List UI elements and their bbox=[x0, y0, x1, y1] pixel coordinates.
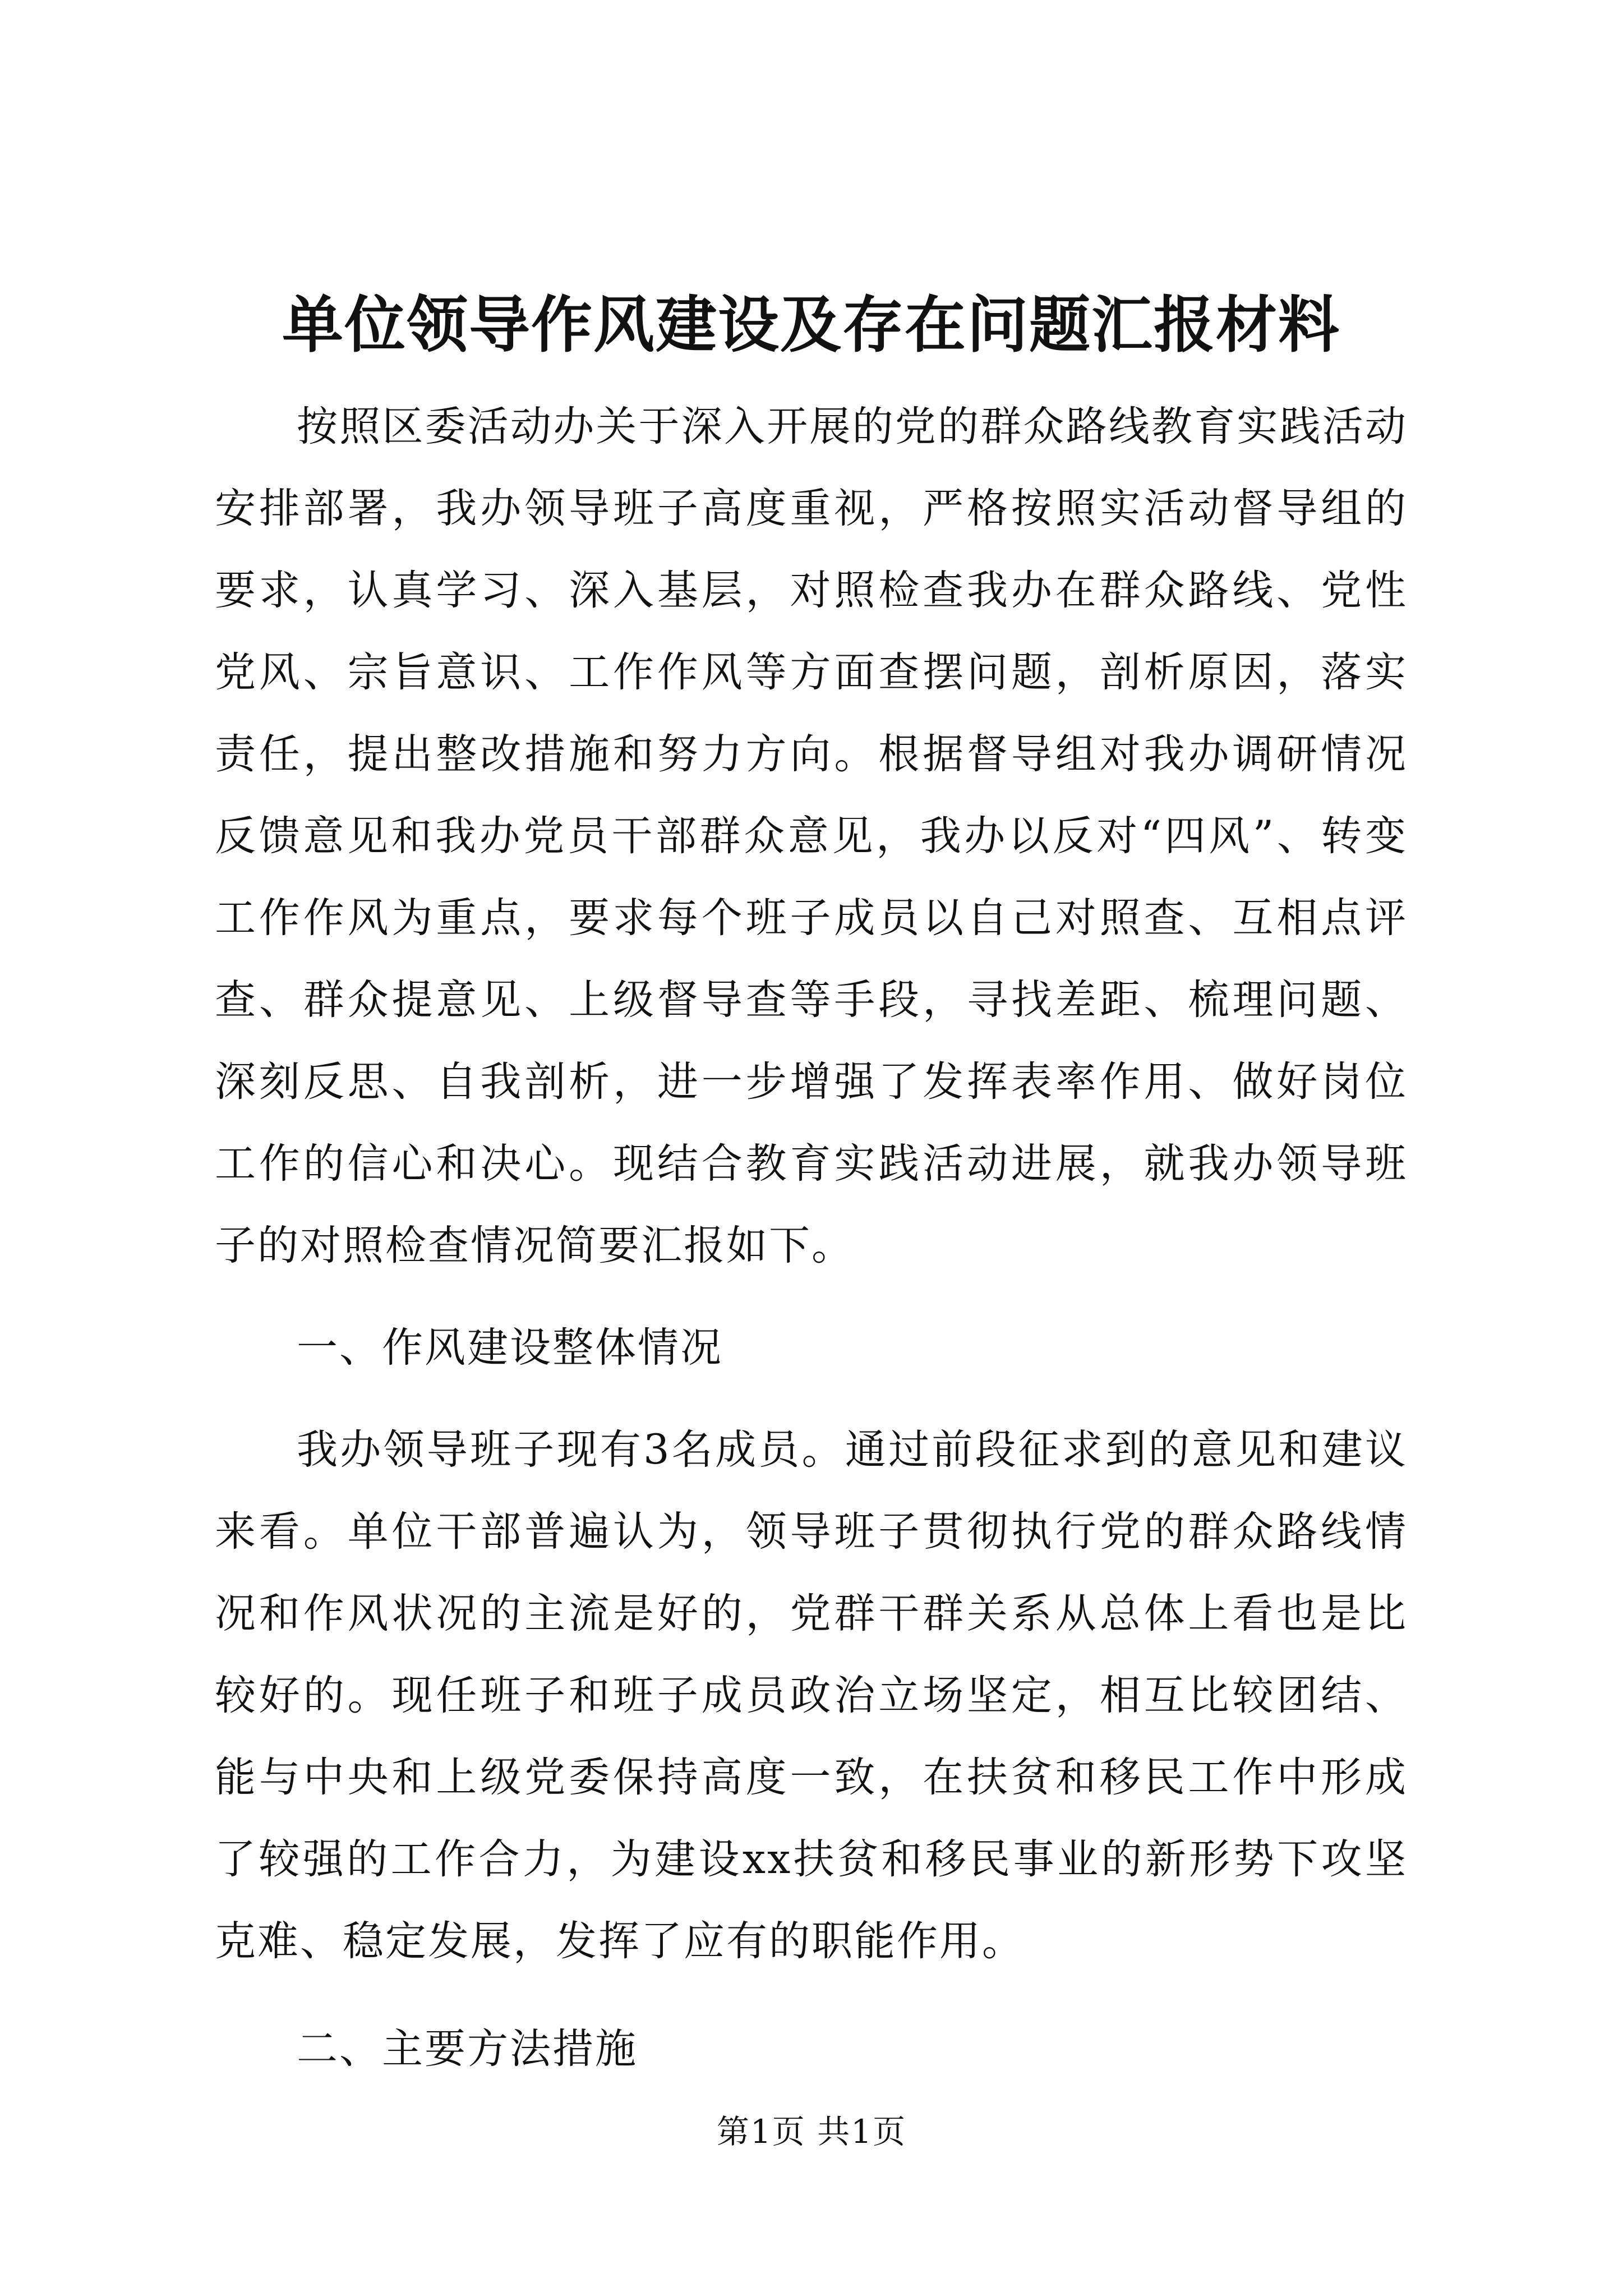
document-title: 单位领导作风建设及存在问题汇报材料 bbox=[282, 289, 1340, 361]
section-1-paragraph: 我办领导班子现有3名成员。通过前段征求到的意见和建议来看。单位干部普遍认为，领导班子贯彻执行党的群众路线情况和作风状况的主流是好的，党群干群关系从总体上看也是比较好的。现任班子和班子成员政治立场坚定，相互比较团结、能与中央和上级党委保持高度一致，在扶贫和移民工作中形成了较强的工作合力，为建设xx扶贫和移民事业的新形势下攻坚克难、稳定发展，发挥了应有的职能作用。 bbox=[215, 1426, 1408, 1965]
section-heading-1: 一、作风建设整体情况 bbox=[297, 1324, 723, 1372]
page-footer: 第1页 共1页 bbox=[716, 2113, 907, 2151]
document-body bbox=[215, 283, 1408, 2090]
section-heading-2: 二、主要方法措施 bbox=[297, 2025, 638, 2073]
intro-paragraph: 按照区委活动办关于深入开展的党的群众路线教育实践活动安排部署，我办领导班子高度重视，严格按照实活动督导组的要求，认真学习、深入基层，对照检查我办在群众路线、党性党风、宗旨意识、工作作风等方面查摆问题，剖析原因，落实责任，提出整改措施和努力方向。根据督导组对我办调研情况反馈意见和我办党员干部群众意见，我办以反对“四风”、转变工作作风为重点，要求每个班子成员以自己对照查、互相点评查、群众提意见、上级督导查等手段，寻找差距、梳理问题、深刻反思、自我剖析，进一步增强了发挥表率作用、做好岗位工作的信心和决心。现结合教育实践活动进展，就我办领导班子的对照检查情况简要汇报如下。 bbox=[215, 403, 1408, 1269]
